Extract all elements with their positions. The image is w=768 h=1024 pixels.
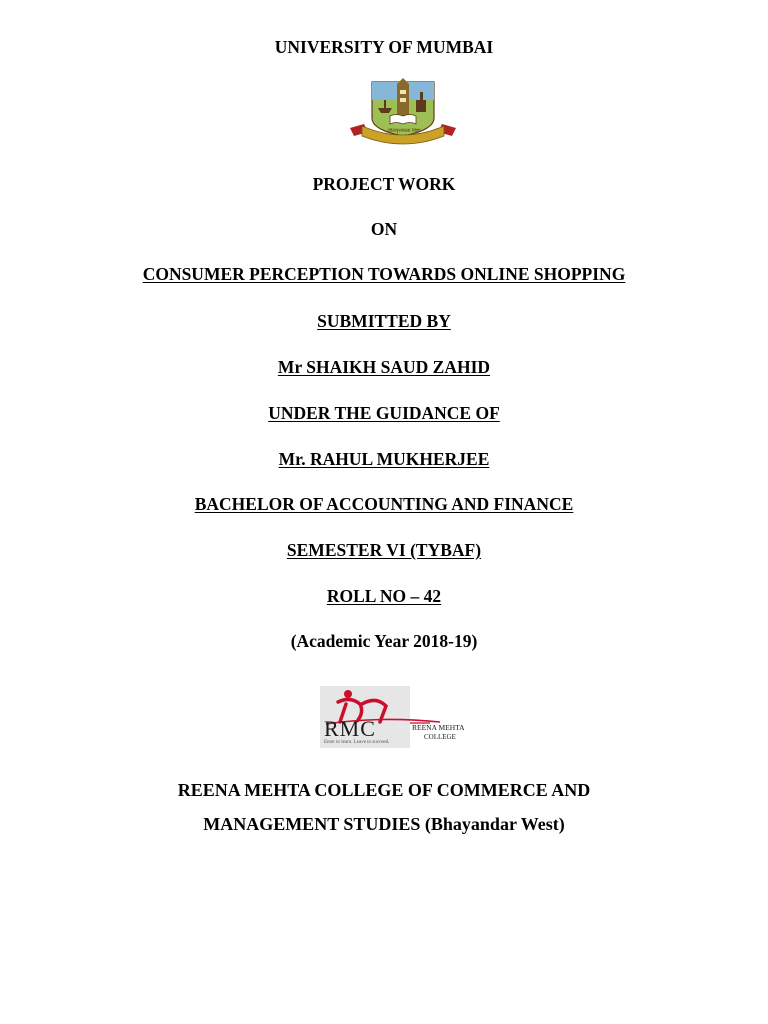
submitted-by-label: SUBMITTED BY: [317, 311, 451, 331]
guide-name: Mr. RAHUL MUKHERJEE: [278, 449, 490, 469]
project-work-label: PROJECT WORK: [312, 174, 456, 194]
semester-label: SEMESTER VI (TYBAF): [286, 540, 482, 560]
crest-motto: शीलवृत्तफला विद्या: [387, 128, 421, 134]
university-crest-emblem: [346, 78, 460, 148]
project-title: CONSUMER PERCEPTION TOWARDS ONLINE SHOPPING: [142, 264, 626, 284]
university-heading: UNIVERSITY OF MUMBAI: [274, 37, 494, 57]
college-name-line1: REENA MEHTA COLLEGE OF COMMERCE AND: [177, 780, 591, 800]
rmc-college-logo: [320, 686, 496, 748]
on-label: ON: [370, 219, 398, 239]
rmc-name-line1: REENA MEHTA: [412, 723, 465, 732]
roll-number: ROLL NO – 42: [326, 586, 442, 606]
degree-name: BACHELOR OF ACCOUNTING AND FINANCE: [194, 494, 574, 514]
student-name: Mr SHAIKH SAUD ZAHID: [277, 357, 491, 377]
academic-year: (Academic Year 2018-19): [290, 631, 478, 651]
rmc-abbreviation: RMC: [324, 716, 376, 741]
rmc-tagline: Enter to learn. Leave to succeed.: [324, 740, 390, 745]
college-name-line2: MANAGEMENT STUDIES (Bhayandar West): [203, 814, 565, 834]
guidance-label: UNDER THE GUIDANCE OF: [268, 403, 500, 423]
rmc-name-line2: COLLEGE: [424, 733, 456, 741]
